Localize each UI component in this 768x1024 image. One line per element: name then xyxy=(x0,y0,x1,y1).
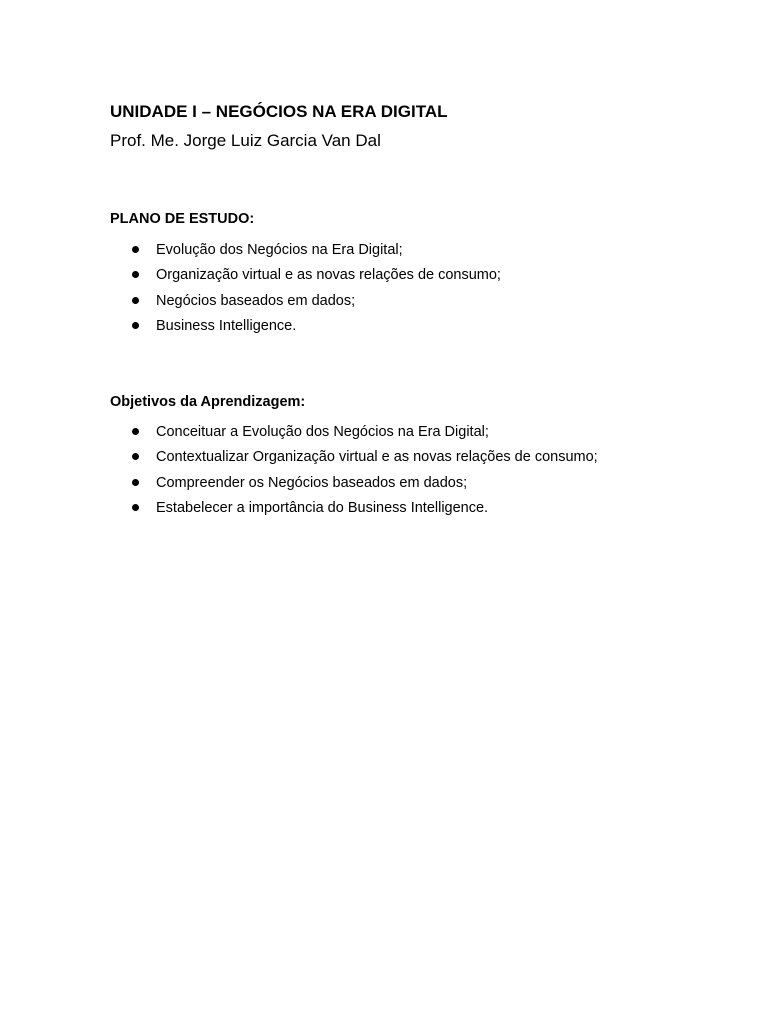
objetivos-list xyxy=(110,422,710,523)
bullet-icon xyxy=(132,271,139,278)
bullet-icon xyxy=(132,504,139,511)
plano-de-estudo-list xyxy=(110,240,710,341)
list-item xyxy=(110,498,710,523)
list-item xyxy=(110,422,710,447)
bullet-icon xyxy=(132,479,139,486)
list-item-text: Compreender os Negócios baseados em dados; xyxy=(156,474,468,491)
bullet-icon xyxy=(132,297,139,304)
list-item-text: Evolução dos Negócios na Era Digital; xyxy=(156,242,403,258)
list-item xyxy=(110,291,710,316)
list-item-text: Estabelecer a importância do Business Intelligence. xyxy=(156,499,489,516)
bullet-icon xyxy=(132,453,139,460)
list-item xyxy=(110,316,710,341)
document-author: Prof. Me. Jorge Luiz Garcia Van Dal xyxy=(110,131,381,150)
list-item xyxy=(110,265,710,290)
list-item xyxy=(110,240,710,265)
objetivos-heading: Objetivos da Aprendizagem: xyxy=(110,394,306,410)
list-item-text: Conceituar a Evolução dos Negócios na Era Digital; xyxy=(156,424,489,440)
list-item-text: Contextualizar Organização virtual e as novas relações de consumo; xyxy=(156,449,598,466)
list-item xyxy=(110,447,710,472)
bullet-icon xyxy=(132,246,139,253)
list-item xyxy=(110,473,710,498)
plano-de-estudo-heading: PLANO DE ESTUDO: xyxy=(110,211,255,227)
document-title: UNIDADE I – NEGÓCIOS NA ERA DIGITAL xyxy=(110,102,448,121)
list-item-text: Negócios baseados em dados; xyxy=(156,292,356,309)
bullet-icon xyxy=(132,428,139,435)
list-item-text: Business Intelligence. xyxy=(156,317,297,334)
bullet-icon xyxy=(132,322,139,329)
list-item-text: Organização virtual e as novas relações de consumo; xyxy=(156,267,501,284)
